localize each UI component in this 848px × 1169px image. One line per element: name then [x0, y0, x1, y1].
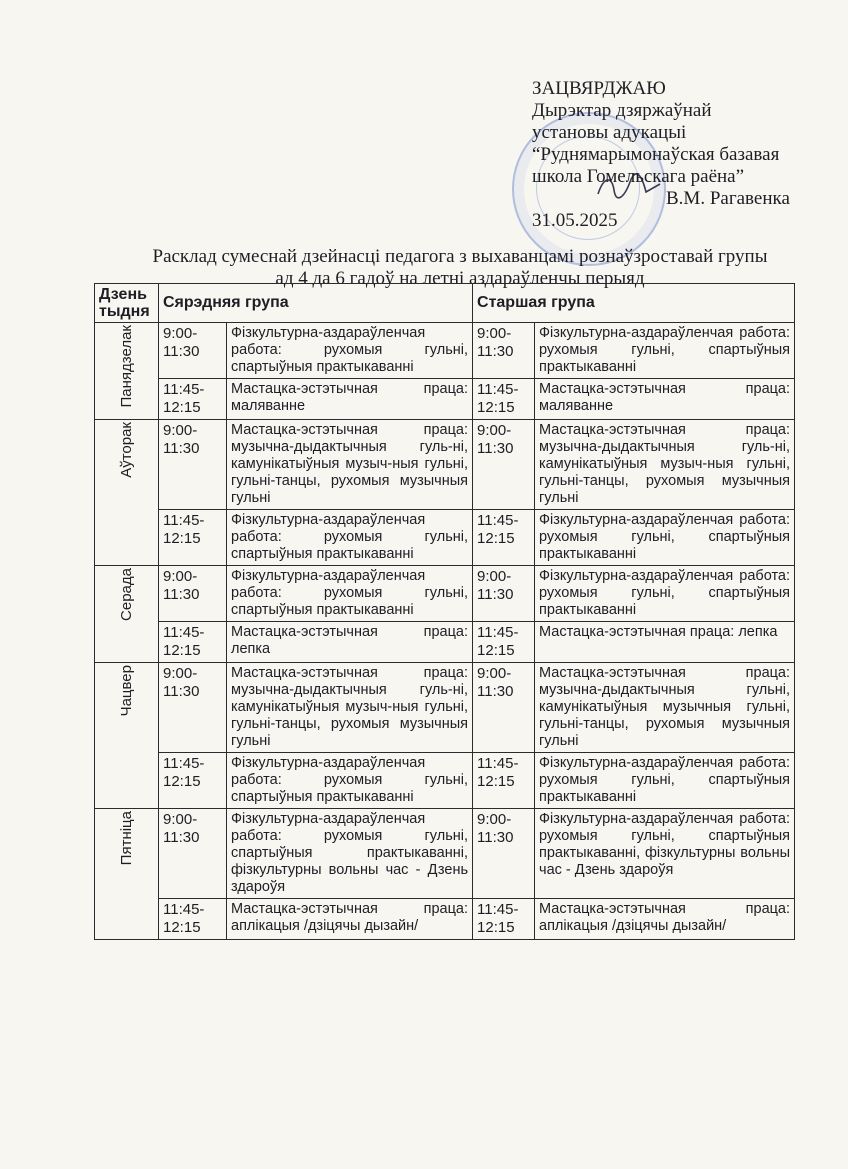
approval-line: Дырэктар дзяржаўнай — [532, 100, 712, 121]
table-row — [95, 323, 795, 379]
time-cell: 11:45-12:15 — [159, 622, 227, 663]
table-row — [95, 510, 795, 566]
middle-activity-cell: Мастацка-эстэтычная праца: музычна-дыдактычныя гуль-ні, камунікатыўныя музыч-ныя гульні, гульні-танцы, рухомыя музычныя гульні — [227, 663, 473, 753]
approval-line: установы адукацыі — [532, 122, 687, 143]
schedule-body — [95, 323, 795, 940]
time-cell: 9:00-11:30 — [159, 323, 227, 379]
senior-activity-cell: Мастацка-эстэтычная праца: музычна-дыдактычныя гуль-ні, камунікатыўныя музыч-ныя гульні, гульні-танцы, рухомыя музычныя гульні — [535, 420, 795, 510]
time-cell: 11:45-12:15 — [159, 899, 227, 940]
table-row — [95, 809, 795, 899]
time-cell: 9:00-11:30 — [473, 566, 535, 622]
day-label: Чацвер — [117, 665, 135, 717]
table-row — [95, 420, 795, 510]
time-cell: 9:00-11:30 — [159, 809, 227, 899]
day-label: Панядзелак — [117, 325, 135, 408]
day-cell — [95, 420, 159, 566]
time-cell: 11:45-12:15 — [473, 379, 535, 420]
time-cell: 9:00-11:30 — [473, 323, 535, 379]
header-day: Дзень тыдня — [95, 284, 159, 323]
time-cell: 9:00-11:30 — [159, 566, 227, 622]
time-cell: 11:45-12:15 — [159, 510, 227, 566]
time-cell: 11:45-12:15 — [473, 753, 535, 809]
senior-activity-cell: Фізкультурна-аздараўленчая работа: рухомыя гульні, спартыўныя практыкаванні, фізкультурны вольны час - Дзень здароўя — [535, 809, 795, 899]
day-cell — [95, 323, 159, 420]
middle-activity-cell: Мастацка-эстэтычная праца: музычна-дыдактычныя гуль-ні, камунікатыўныя музыч-ныя гульні, гульні-танцы, рухомыя музычныя гульні — [227, 420, 473, 510]
table-row — [95, 379, 795, 420]
approver-name: В.М. Рагавенка — [666, 188, 790, 209]
middle-activity-cell: Мастацка-эстэтычная праца: лепка — [227, 622, 473, 663]
senior-activity-cell: Фізкультурна-аздараўленчая работа: рухомыя гульні, спартыўныя практыкаванні — [535, 510, 795, 566]
senior-activity-cell: Мастацка-эстэтычная праца: аплікацыя /дзіцячы дызайн/ — [535, 899, 795, 940]
senior-activity-cell: Мастацка-эстэтычная праца: лепка — [535, 622, 795, 663]
time-cell: 11:45-12:15 — [159, 753, 227, 809]
middle-activity-cell: Фізкультурна-аздараўленчая работа: рухомыя гульні, спартыўныя практыкаванні — [227, 753, 473, 809]
table-row — [95, 663, 795, 753]
time-cell: 9:00-11:30 — [473, 663, 535, 753]
approval-line: школа Гомельскага раёна” — [532, 166, 745, 187]
schedule-table — [94, 283, 795, 940]
time-cell: 9:00-11:30 — [159, 663, 227, 753]
senior-activity-cell: Фізкультурна-аздараўленчая работа: рухомыя гульні, спартыўныя практыкаванні — [535, 753, 795, 809]
day-cell — [95, 663, 159, 809]
middle-activity-cell: Мастацка-эстэтычная праца: аплікацыя /дзіцячы дызайн/ — [227, 899, 473, 940]
middle-activity-cell: Фізкультурна-аздараўленчая работа: рухомыя гульні, спартыўныя практыкаванні — [227, 510, 473, 566]
time-cell: 11:45-12:15 — [473, 899, 535, 940]
approval-line: “Руднямарымонаўская базавая — [532, 144, 780, 165]
middle-activity-cell: Фізкультурна-аздараўленчая работа: рухомыя гульні, спартыўныя практыкаванні — [227, 566, 473, 622]
header-middle-group: Сярэдняя група — [159, 284, 473, 323]
time-cell: 9:00-11:30 — [473, 420, 535, 510]
senior-activity-cell: Мастацка-эстэтычная праца: музычна-дыдактычныя гульні, камунікатыўныя музычныя гульні, гульні-танцы, рухомыя музычныя гульні — [535, 663, 795, 753]
time-cell: 9:00-11:30 — [159, 420, 227, 510]
time-cell: 11:45-12:15 — [473, 622, 535, 663]
day-label: Аўторак — [117, 422, 135, 478]
header-senior-group: Старшая група — [473, 284, 795, 323]
document-title: Расклад сумеснай дзейнасці педагога з выхаванцамі рознаўзроставай групы ад 4 да 6 гадоў на летні аздараўленчы перыяд — [152, 246, 768, 289]
time-cell: 11:45-12:15 — [473, 510, 535, 566]
senior-activity-cell: Фізкультурна-аздараўленчая работа: рухомыя гульні, спартыўныя практыкаванні — [535, 323, 795, 379]
middle-activity-cell: Фізкультурна-аздараўленчая работа: рухомыя гульні, спартыўныя практыкаванні, фізкультурны вольны час - Дзень здароўя — [227, 809, 473, 899]
time-cell: 9:00-11:30 — [473, 809, 535, 899]
senior-activity-cell: Фізкультурна-аздараўленчая работа: рухомыя гульні, спартыўныя практыкаванні — [535, 566, 795, 622]
approval-date: 31.05.2025 — [532, 210, 618, 231]
senior-activity-cell: Мастацка-эстэтычная праца: маляванне — [535, 379, 795, 420]
table-row — [95, 899, 795, 940]
table-row — [95, 753, 795, 809]
day-cell — [95, 809, 159, 940]
day-label: Пятніца — [117, 811, 135, 866]
day-cell — [95, 566, 159, 663]
approval-block — [532, 78, 822, 232]
header-row — [95, 284, 795, 323]
table-row — [95, 566, 795, 622]
approval-heading: ЗАЦВЯРДЖАЮ — [532, 78, 666, 99]
time-cell: 11:45-12:15 — [159, 379, 227, 420]
day-label: Серада — [117, 568, 135, 621]
table-row — [95, 622, 795, 663]
middle-activity-cell: Фізкультурна-аздараўленчая работа: рухомыя гульні, спартыўныя практыкаванні — [227, 323, 473, 379]
middle-activity-cell: Мастацка-эстэтычная праца: маляванне — [227, 379, 473, 420]
